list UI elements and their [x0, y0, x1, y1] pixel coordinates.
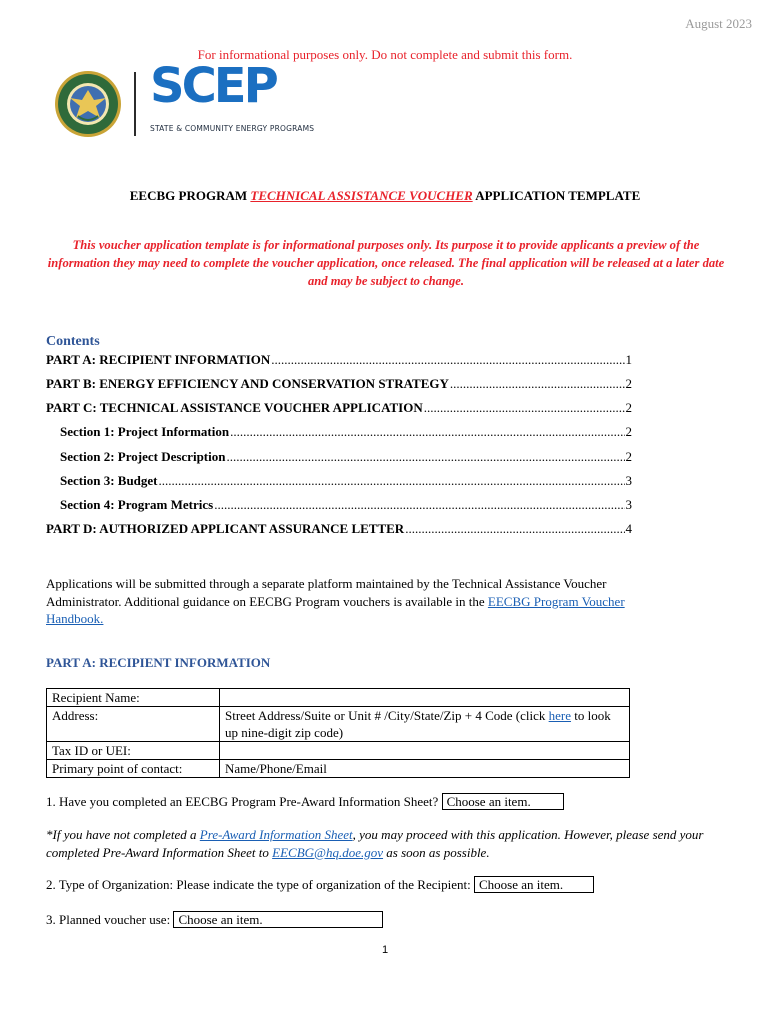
- pre-award-sheet-link[interactable]: Pre-Award Information Sheet: [199, 827, 353, 842]
- toc-label: Section 2: Project Description: [60, 449, 226, 464]
- page-number: 1: [381, 944, 389, 956]
- document-title: [0, 188, 770, 204]
- question-2: [46, 876, 594, 893]
- toc-item-section-2[interactable]: [46, 449, 632, 467]
- toc-item-section-3[interactable]: [46, 473, 632, 491]
- intro-text: Applications will be submitted through a separate platform maintained by the Technical Assistance Voucher Administrator. Additional guidance on EECBG Program vouchers is available in the: [46, 576, 607, 609]
- contact-field[interactable]: Name/Phone/Email: [220, 760, 630, 778]
- question-2-text: 2. Type of Organization: Please indicate the type of organization of the Recipient:: [46, 877, 471, 892]
- scep-logo-text: SCEP: [150, 58, 276, 114]
- toc-label: PART D: AUTHORIZED APPLICANT ASSURANCE LETTER: [46, 521, 405, 536]
- table-row: [47, 689, 630, 707]
- contents-heading: Contents: [46, 334, 100, 349]
- header-logo: [54, 58, 315, 140]
- disclaimer-text: This voucher application template is for informational purposes only. Its purpose it to provide applicants a preview of the information they may need to complete the voucher application, once released. The final application will be released at a later date and may be subject to change.: [47, 238, 725, 288]
- voucher-use-dropdown[interactable]: Choose an item.: [173, 911, 383, 928]
- toc-page: 2: [625, 424, 632, 439]
- table-row: [47, 707, 630, 742]
- tax-id-label: Tax ID or UEI:: [47, 742, 220, 760]
- toc-item-section-1[interactable]: [46, 424, 632, 442]
- title-suffix: APPLICATION TEMPLATE: [472, 188, 641, 203]
- address-label: Address:: [47, 707, 220, 742]
- question-3-text: 3. Planned voucher use:: [46, 912, 171, 927]
- toc-item-part-a[interactable]: [46, 352, 632, 370]
- informational-notice: For informational purposes only. Do not complete and submit this form.: [197, 47, 573, 62]
- question-3: [46, 911, 383, 928]
- pre-award-note: *If you have not completed a Pre-Award Information Sheet, you may proceed with this application. However, please send your completed Pre-Award Information Sheet to EECBG@hq.doe.gov as soon as possible.: [46, 827, 704, 860]
- address-hint: Street Address/Suite or Unit # /City/State/Zip + 4 Code (click: [225, 708, 549, 723]
- table-row: [47, 742, 630, 760]
- voucher-handbook-link[interactable]: EECBG Program Voucher Handbook.: [46, 593, 625, 626]
- doe-seal-icon: [54, 70, 122, 138]
- address-hint-after: to look up nine-digit zip code): [225, 708, 611, 740]
- scep-logo-subtitle: STATE & COMMUNITY ENERGY PROGRAMS: [150, 124, 315, 133]
- toc-page: 4: [625, 521, 632, 536]
- toc-item-part-d[interactable]: [46, 521, 632, 539]
- toc-label: PART A: RECIPIENT INFORMATION: [46, 352, 271, 367]
- toc-label: Section 3: Budget: [60, 473, 158, 488]
- toc-item-part-c[interactable]: [46, 400, 632, 418]
- toc-page: 2: [625, 376, 632, 391]
- toc-page: 3: [625, 473, 632, 488]
- title-highlight: TECHNICAL ASSISTANCE VOUCHER: [250, 188, 473, 203]
- toc-label: Section 4: Program Metrics: [60, 497, 214, 512]
- recipient-info-table: [46, 688, 630, 778]
- toc-item-section-4[interactable]: [46, 497, 632, 515]
- document-date: August 2023: [685, 16, 752, 31]
- toc-item-part-b[interactable]: [46, 376, 632, 394]
- toc-label: PART B: ENERGY EFFICIENCY AND CONSERVATION STRATEGY: [46, 376, 449, 391]
- tax-id-field[interactable]: [220, 742, 630, 760]
- part-a-heading: PART A: RECIPIENT INFORMATION: [46, 655, 271, 670]
- question-1-text: 1. Have you completed an EECBG Program Pre-Award Information Sheet?: [46, 794, 439, 809]
- recipient-name-field[interactable]: [220, 689, 630, 707]
- address-field[interactable]: [220, 707, 630, 742]
- toc-page: 2: [625, 449, 632, 464]
- recipient-name-label: Recipient Name:: [47, 689, 220, 707]
- toc-label: Section 1: Project Information: [60, 424, 230, 439]
- toc-page: 3: [625, 497, 632, 512]
- intro-paragraph: [46, 575, 646, 628]
- eecbg-email-link[interactable]: EECBG@hq.doe.gov: [272, 844, 384, 860]
- toc-page: 1: [625, 352, 632, 367]
- question-1: [46, 793, 564, 810]
- zip-lookup-link[interactable]: here: [548, 708, 572, 723]
- title-prefix: EECBG PROGRAM: [129, 188, 251, 203]
- toc-page: 2: [625, 400, 632, 415]
- organization-type-dropdown[interactable]: Choose an item.: [474, 876, 594, 893]
- toc-label: PART C: TECHNICAL ASSISTANCE VOUCHER APPLICATION: [46, 400, 423, 415]
- table-row: [47, 760, 630, 778]
- contact-label: Primary point of contact:: [47, 760, 220, 778]
- logo-divider: [134, 72, 136, 136]
- pre-award-dropdown[interactable]: Choose an item.: [442, 793, 564, 810]
